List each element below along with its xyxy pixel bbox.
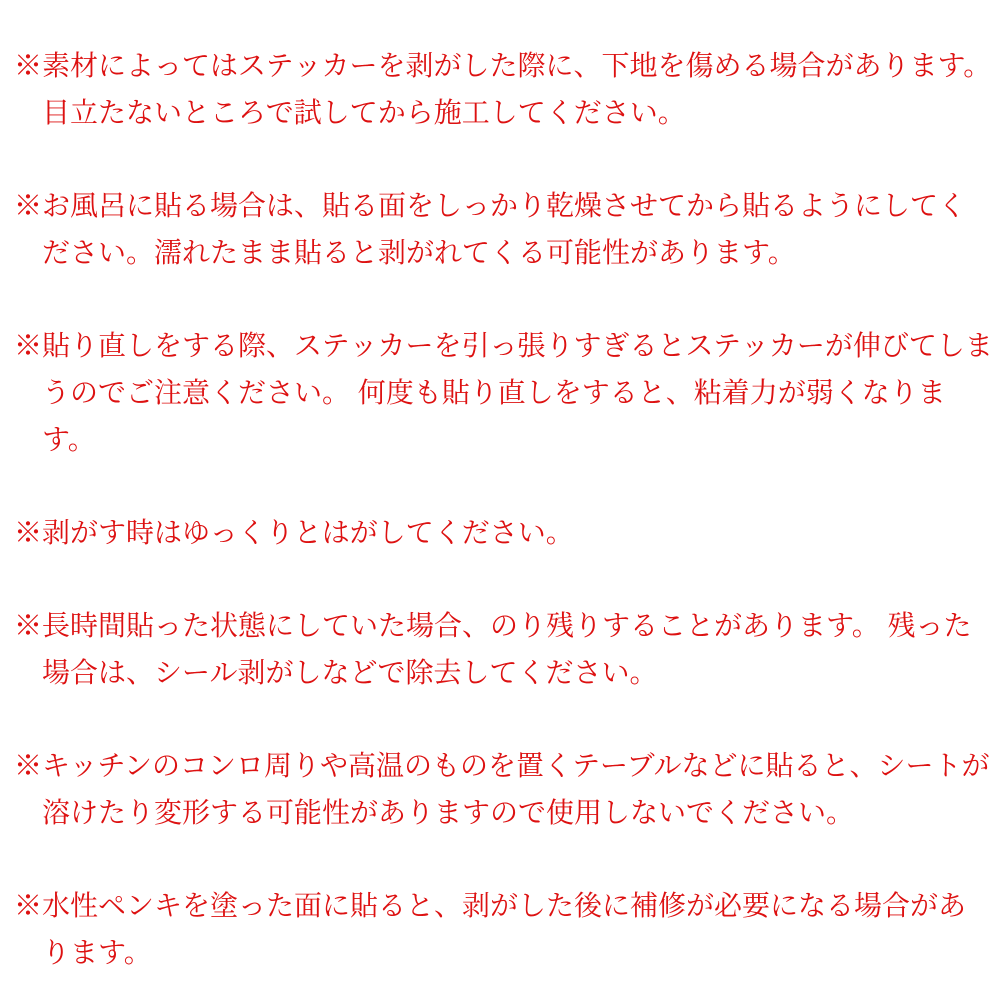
note-text: キッチンのコンロ周りや高温のものを置くテーブルなどに貼ると、シートが溶けたり変形する可能性がありますので使用しないでください。: [42, 750, 990, 828]
note-text: 水性ペンキを塗った面に貼ると、剥がした後に補修が必要になる場合があります。: [42, 890, 967, 968]
note-text: 素材によってはステッカーを剥がした際に、下地を傷める場合があります。目立たないところで試してから施工してください。: [42, 50, 992, 128]
note-text: お風呂に貼る場合は、貼る面をしっかり乾燥させてから貼るようにしてください。濡れたまま貼ると剥がれてくる可能性があります。: [42, 190, 967, 268]
caution-note-heat: [14, 742, 994, 836]
note-text: 貼り直しをする際、ステッカーを引っ張りすぎるとステッカーが伸びてしまうのでご注意ください。 何度も貼り直しをすると、粘着力が弱くなります。: [42, 330, 993, 455]
caution-note-peel-slowly: [14, 509, 994, 556]
note-marker: ※: [14, 610, 43, 641]
note-text: 剥がす時はゆっくりとはがしてください。: [42, 517, 574, 548]
note-marker: ※: [14, 190, 43, 221]
note-marker: ※: [14, 750, 43, 781]
note-marker: ※: [14, 517, 43, 548]
caution-note-residue: [14, 602, 994, 696]
caution-note-reapply: [14, 322, 994, 463]
note-marker: ※: [14, 890, 43, 921]
caution-note-material: [14, 42, 994, 136]
note-marker: ※: [14, 50, 43, 81]
caution-note-bathroom: [14, 182, 994, 276]
note-marker: ※: [14, 330, 43, 361]
caution-note-paint: [14, 882, 994, 976]
note-text: 長時間貼った状態にしていた場合、のり残りすることがあります。 残った場合は、シール剥がしなどで除去してください。: [42, 610, 972, 688]
